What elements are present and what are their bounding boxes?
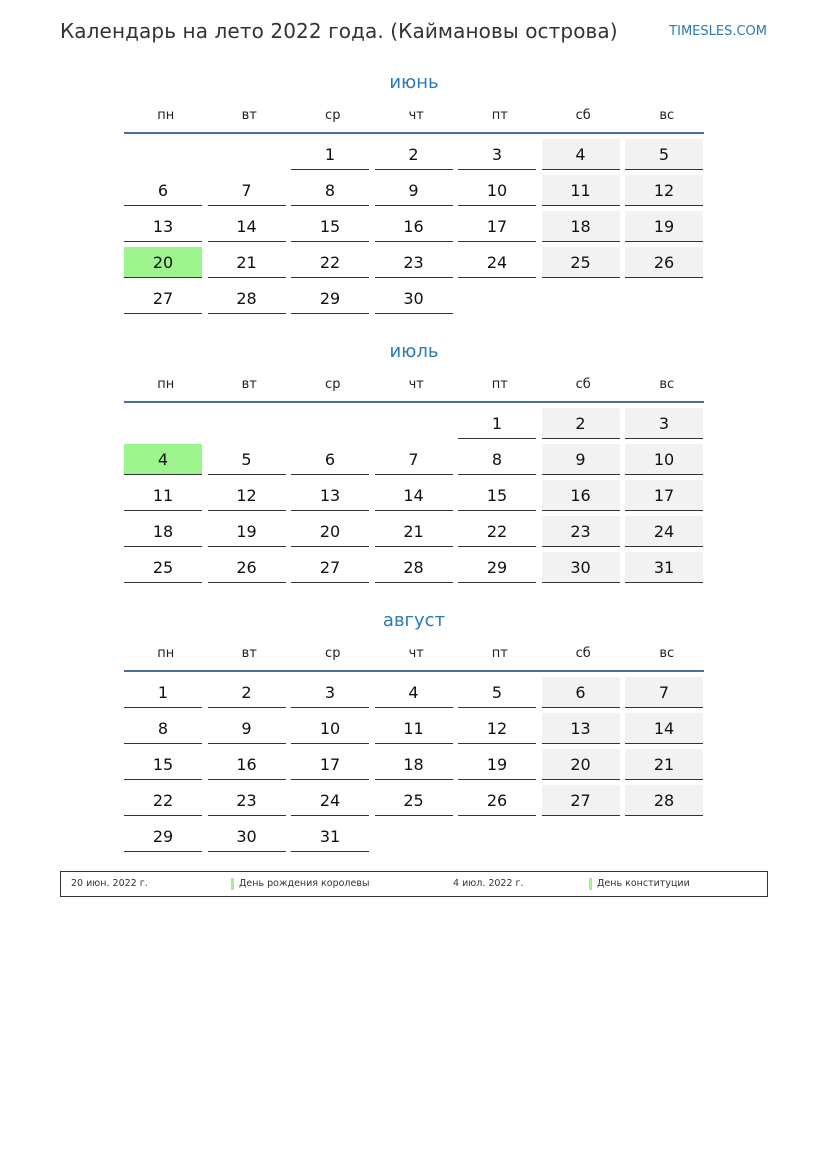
weekend-day-cell: 26 bbox=[625, 247, 703, 278]
empty-day-cell bbox=[124, 139, 202, 170]
day-cell: 17 bbox=[458, 211, 536, 242]
day-cell: 27 bbox=[124, 283, 202, 314]
day-cell: 31 bbox=[291, 821, 369, 852]
day-cell: 24 bbox=[458, 247, 536, 278]
day-cell: 5 bbox=[458, 677, 536, 708]
day-cell: 8 bbox=[458, 444, 536, 475]
weekday-label: ср bbox=[325, 377, 341, 392]
weekday-label: чт bbox=[408, 646, 424, 661]
day-cell: 30 bbox=[208, 821, 286, 852]
weekday-label: вт bbox=[241, 377, 257, 392]
weekend-day-cell: 2 bbox=[542, 408, 620, 439]
day-cell: 23 bbox=[375, 247, 453, 278]
weekend-day-cell: 13 bbox=[542, 713, 620, 744]
day-cell: 1 bbox=[291, 139, 369, 170]
weekend-day-cell: 30 bbox=[542, 552, 620, 583]
weekend-day-cell: 4 bbox=[542, 139, 620, 170]
day-cell: 3 bbox=[458, 139, 536, 170]
weekday-label: сб bbox=[575, 108, 591, 123]
weekday-label: сб bbox=[575, 377, 591, 392]
day-cell: 21 bbox=[375, 516, 453, 547]
day-cell: 23 bbox=[208, 785, 286, 816]
day-cell: 9 bbox=[375, 175, 453, 206]
day-cell: 2 bbox=[208, 677, 286, 708]
page-title: Календарь на лето 2022 года. (Каймановы острова) bbox=[60, 19, 618, 43]
day-cell: 10 bbox=[458, 175, 536, 206]
weekend-day-cell: 24 bbox=[625, 516, 703, 547]
holiday-day-cell: 20 bbox=[124, 247, 202, 278]
weekday-label: пн bbox=[157, 108, 175, 123]
day-cell: 29 bbox=[458, 552, 536, 583]
weekend-day-cell: 23 bbox=[542, 516, 620, 547]
day-cell: 21 bbox=[208, 247, 286, 278]
weekday-label: пн bbox=[157, 377, 175, 392]
legend-date-2: 4 июл. 2022 г. bbox=[453, 878, 524, 889]
weekend-day-cell: 16 bbox=[542, 480, 620, 511]
day-cell: 22 bbox=[124, 785, 202, 816]
day-cell: 1 bbox=[458, 408, 536, 439]
day-cell: 7 bbox=[208, 175, 286, 206]
holiday-legend bbox=[60, 871, 768, 897]
legend-color-marker-1 bbox=[231, 878, 234, 890]
day-cell: 12 bbox=[458, 713, 536, 744]
weekday-label: пн bbox=[157, 646, 175, 661]
weekend-day-cell: 10 bbox=[625, 444, 703, 475]
weekend-day-cell: 9 bbox=[542, 444, 620, 475]
weekday-label: вт bbox=[241, 108, 257, 123]
weekday-label: вс bbox=[659, 108, 675, 123]
day-cell: 17 bbox=[291, 749, 369, 780]
weekday-label: пт bbox=[491, 377, 508, 392]
day-cell: 15 bbox=[458, 480, 536, 511]
day-cell: 22 bbox=[291, 247, 369, 278]
month-title: июнь bbox=[389, 72, 439, 93]
days-grid bbox=[124, 134, 704, 319]
empty-day-cell bbox=[291, 408, 369, 439]
day-cell: 14 bbox=[375, 480, 453, 511]
legend-color-marker-2 bbox=[589, 878, 592, 890]
day-cell: 19 bbox=[458, 749, 536, 780]
month-calendar bbox=[124, 606, 704, 857]
month-title: август bbox=[382, 610, 446, 631]
day-cell: 6 bbox=[291, 444, 369, 475]
weekend-day-cell: 21 bbox=[625, 749, 703, 780]
site-link[interactable]: TIMESLES.COM bbox=[669, 24, 767, 39]
month-title: июль bbox=[389, 341, 439, 362]
day-cell: 29 bbox=[124, 821, 202, 852]
day-cell: 6 bbox=[124, 175, 202, 206]
day-cell: 13 bbox=[291, 480, 369, 511]
legend-date-1: 20 июн. 2022 г. bbox=[71, 878, 148, 889]
day-cell: 15 bbox=[291, 211, 369, 242]
day-cell: 9 bbox=[208, 713, 286, 744]
weekday-header-row bbox=[124, 636, 704, 672]
weekend-day-cell: 6 bbox=[542, 677, 620, 708]
weekend-day-cell: 25 bbox=[542, 247, 620, 278]
empty-day-cell bbox=[124, 408, 202, 439]
weekday-label: вт bbox=[241, 646, 257, 661]
day-cell: 1 bbox=[124, 677, 202, 708]
weekend-day-cell: 3 bbox=[625, 408, 703, 439]
day-cell: 28 bbox=[375, 552, 453, 583]
weekend-day-cell: 7 bbox=[625, 677, 703, 708]
month-calendar bbox=[124, 337, 704, 588]
empty-day-cell bbox=[208, 408, 286, 439]
weekday-label: ср bbox=[325, 108, 341, 123]
weekday-label: чт bbox=[408, 108, 424, 123]
day-cell: 4 bbox=[375, 677, 453, 708]
weekend-day-cell: 20 bbox=[542, 749, 620, 780]
weekday-header-row bbox=[124, 98, 704, 134]
day-cell: 8 bbox=[291, 175, 369, 206]
weekend-day-cell: 19 bbox=[625, 211, 703, 242]
weekday-label: чт bbox=[408, 377, 424, 392]
days-grid bbox=[124, 403, 704, 588]
day-cell: 14 bbox=[208, 211, 286, 242]
day-cell: 18 bbox=[124, 516, 202, 547]
day-cell: 26 bbox=[208, 552, 286, 583]
day-cell: 22 bbox=[458, 516, 536, 547]
day-cell: 12 bbox=[208, 480, 286, 511]
weekday-label: ср bbox=[325, 646, 341, 661]
weekend-day-cell: 27 bbox=[542, 785, 620, 816]
day-cell: 5 bbox=[208, 444, 286, 475]
day-cell: 28 bbox=[208, 283, 286, 314]
holiday-day-cell: 4 bbox=[124, 444, 202, 475]
day-cell: 3 bbox=[291, 677, 369, 708]
days-grid bbox=[124, 672, 704, 857]
empty-day-cell bbox=[208, 139, 286, 170]
weekend-day-cell: 18 bbox=[542, 211, 620, 242]
day-cell: 29 bbox=[291, 283, 369, 314]
weekend-day-cell: 28 bbox=[625, 785, 703, 816]
day-cell: 20 bbox=[291, 516, 369, 547]
weekend-day-cell: 17 bbox=[625, 480, 703, 511]
weekday-label: вс bbox=[659, 646, 675, 661]
day-cell: 16 bbox=[208, 749, 286, 780]
day-cell: 11 bbox=[375, 713, 453, 744]
weekend-day-cell: 11 bbox=[542, 175, 620, 206]
weekday-label: сб bbox=[575, 646, 591, 661]
weekday-header-row bbox=[124, 367, 704, 403]
day-cell: 24 bbox=[291, 785, 369, 816]
weekend-day-cell: 14 bbox=[625, 713, 703, 744]
day-cell: 25 bbox=[124, 552, 202, 583]
legend-label-1: День рождения королевы bbox=[239, 878, 370, 889]
weekday-label: пт bbox=[491, 646, 508, 661]
weekend-day-cell: 5 bbox=[625, 139, 703, 170]
day-cell: 11 bbox=[124, 480, 202, 511]
day-cell: 16 bbox=[375, 211, 453, 242]
day-cell: 15 bbox=[124, 749, 202, 780]
empty-day-cell bbox=[375, 408, 453, 439]
weekday-label: вс bbox=[659, 377, 675, 392]
day-cell: 26 bbox=[458, 785, 536, 816]
day-cell: 25 bbox=[375, 785, 453, 816]
weekend-day-cell: 12 bbox=[625, 175, 703, 206]
weekday-label: пт bbox=[491, 108, 508, 123]
day-cell: 19 bbox=[208, 516, 286, 547]
legend-label-2: День конституции bbox=[597, 878, 690, 889]
day-cell: 27 bbox=[291, 552, 369, 583]
day-cell: 8 bbox=[124, 713, 202, 744]
day-cell: 10 bbox=[291, 713, 369, 744]
day-cell: 2 bbox=[375, 139, 453, 170]
day-cell: 13 bbox=[124, 211, 202, 242]
day-cell: 18 bbox=[375, 749, 453, 780]
day-cell: 7 bbox=[375, 444, 453, 475]
weekend-day-cell: 31 bbox=[625, 552, 703, 583]
day-cell: 30 bbox=[375, 283, 453, 314]
month-calendar bbox=[124, 68, 704, 319]
